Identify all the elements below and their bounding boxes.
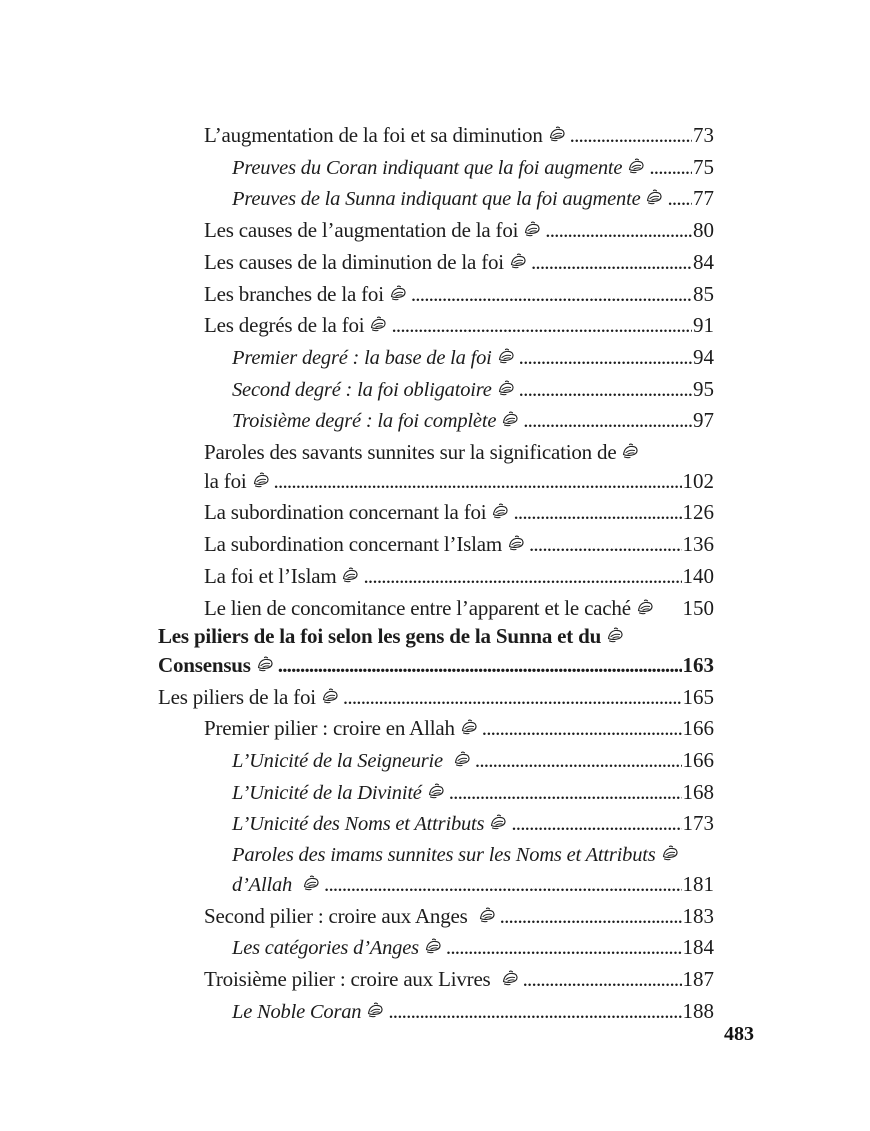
- toc-entry-page: 184: [682, 935, 714, 960]
- dot-leader: [519, 375, 692, 407]
- toc-entry-title: Les causes de l’augmentation de la foi: [204, 218, 519, 243]
- page-number: 483: [724, 1023, 754, 1045]
- toc-entry-title: Preuves de la Sunna indiquant que la foi augmente: [232, 188, 641, 211]
- allah-honorific-icon: [501, 410, 520, 427]
- toc-entry-page: 183: [682, 903, 714, 928]
- toc-entry-title: Paroles des savants sunnites sur la signification de: [204, 440, 617, 465]
- toc-entry-title: Les branches de la foi: [204, 281, 384, 306]
- toc-entry: [158, 714, 714, 746]
- toc-entry-title: Les catégories d’Anges: [232, 937, 419, 960]
- toc-entry: [158, 683, 714, 715]
- toc-entry-title: Troisième degré : la foi complète: [232, 410, 497, 433]
- dot-leader: [449, 778, 682, 810]
- toc-entry-title: L’augmentation de la foi et sa diminution: [204, 123, 543, 147]
- dot-leader: [667, 184, 692, 216]
- toc-entry-title: Les degrés de la foi: [204, 313, 365, 338]
- toc-entry: [158, 467, 714, 499]
- toc-entry: [158, 530, 714, 562]
- toc-entry-title: Le Noble Coran: [232, 1000, 362, 1023]
- toc-entry: [158, 870, 714, 902]
- toc-entry: [158, 841, 714, 870]
- toc-entry: [158, 651, 714, 683]
- dot-leader: [545, 216, 692, 248]
- toc-entry-page: 181: [682, 871, 714, 896]
- toc-entry-title: Les piliers de la foi selon les gens de la Sunna et du: [158, 624, 602, 649]
- allah-honorific-icon: [509, 252, 528, 269]
- toc-entry: [158, 562, 714, 594]
- allah-honorific-icon: [497, 347, 516, 364]
- toc-entry-page: 165: [682, 684, 714, 709]
- toc-entry: [158, 997, 714, 1029]
- toc-entry-title: Second degré : la foi obligatoire: [232, 378, 492, 401]
- allah-honorific-icon: [427, 782, 446, 799]
- allah-honorific-icon: [369, 315, 388, 332]
- toc-entry-page: 173: [682, 811, 714, 836]
- toc-entry-title: L’Unicité de la Seigneurie: [232, 750, 448, 773]
- toc-entry-page: 188: [682, 998, 714, 1023]
- toc-entry-title: Premier degré : la base de la foi: [232, 346, 492, 369]
- allah-honorific-icon: [489, 813, 508, 830]
- allah-honorific-icon: [548, 125, 567, 142]
- dot-leader: [482, 714, 682, 746]
- allah-honorific-icon: [661, 844, 680, 861]
- toc-entry-page: 140: [682, 563, 714, 588]
- toc-entry-page: 102: [682, 468, 714, 493]
- dot-leader: [529, 530, 682, 562]
- toc-entry: [158, 311, 714, 343]
- toc-entry-page: 163: [682, 652, 714, 677]
- toc-entry-title: Les causes de la diminution de la foi: [204, 249, 504, 274]
- dot-leader: [570, 121, 692, 153]
- toc-entry: [158, 184, 714, 216]
- toc-entry: [158, 216, 714, 248]
- toc-entry: [158, 778, 714, 810]
- toc-entry: [158, 594, 714, 623]
- toc-list: [158, 121, 714, 1028]
- allah-honorific-icon: [453, 750, 472, 767]
- toc-entry-title: Les piliers de la foi: [158, 684, 316, 709]
- toc-entry-page: 95: [693, 376, 714, 401]
- toc-entry-title: d’Allah: [232, 873, 298, 896]
- toc-entry: [158, 153, 714, 185]
- allah-honorific-icon: [636, 598, 655, 615]
- toc-entry: [158, 343, 714, 375]
- dot-leader: [513, 498, 681, 530]
- toc-entry-page: 84: [693, 249, 714, 274]
- allah-honorific-icon: [497, 379, 516, 396]
- toc-entry-title: L’Unicité des Noms et Attributs: [232, 813, 485, 836]
- toc-entry-title: Le lien de concomitance entre l’apparent et le caché: [204, 595, 631, 620]
- dot-leader: [278, 651, 682, 683]
- dot-leader: [511, 809, 681, 841]
- toc-entry-page: 77: [693, 186, 714, 211]
- toc-entry: [158, 498, 714, 530]
- toc-entry-title: L’Unicité de la Divinité: [232, 781, 422, 804]
- dot-leader: [274, 467, 682, 499]
- allah-honorific-icon: [252, 471, 271, 488]
- dot-leader: [446, 933, 682, 965]
- toc-entry-page: 80: [693, 218, 714, 243]
- allah-honorific-icon: [627, 157, 646, 174]
- toc-entry-page: 126: [682, 500, 714, 525]
- toc-entry: [158, 809, 714, 841]
- allah-honorific-icon: [341, 566, 360, 583]
- allah-honorific-icon: [424, 937, 443, 954]
- toc-entry-title: Consensus: [158, 652, 251, 677]
- allah-honorific-icon: [366, 1001, 385, 1018]
- allah-honorific-icon: [389, 284, 408, 301]
- toc-entry-page: 187: [682, 966, 714, 991]
- dot-leader: [531, 248, 692, 280]
- toc-entry-title: Troisième pilier : croire aux Livres: [204, 966, 496, 991]
- toc-entry-page: 73: [693, 123, 714, 147]
- allah-honorific-icon: [523, 220, 542, 237]
- toc-entry-title: Preuves du Coran indiquant que la foi augmente: [232, 156, 623, 179]
- dot-leader: [411, 280, 692, 312]
- toc-entry-title: Premier pilier : croire en Allah: [204, 716, 455, 741]
- dot-leader: [388, 997, 681, 1029]
- toc-entry-title: la foi: [204, 468, 247, 493]
- toc-entry-page: 168: [682, 779, 714, 804]
- toc-entry-page: 75: [693, 154, 714, 179]
- toc-entry-page: 166: [682, 748, 714, 773]
- dot-leader: [391, 311, 692, 343]
- toc-entry: [158, 933, 714, 965]
- allah-honorific-icon: [491, 502, 510, 519]
- allah-honorific-icon: [507, 534, 526, 551]
- toc-entry: [158, 406, 714, 438]
- toc-entry-title: Second pilier : croire aux Anges: [204, 903, 473, 928]
- dot-leader: [523, 965, 682, 997]
- toc-entry: [158, 622, 714, 651]
- dot-leader: [363, 562, 681, 594]
- toc-entry-page: 91: [693, 313, 714, 338]
- toc-entry-title: La foi et l’Islam: [204, 563, 337, 588]
- allah-honorific-icon: [460, 718, 479, 735]
- toc-entry: [158, 248, 714, 280]
- allah-honorific-icon: [501, 969, 520, 986]
- toc-entry-title: Paroles des imams sunnites sur les Noms et Attributs: [232, 844, 656, 867]
- dot-leader: [649, 153, 692, 185]
- toc-entry-page: 150: [682, 595, 714, 620]
- toc-entry-title: La subordination concernant la foi: [204, 500, 487, 525]
- toc-entry: [158, 965, 714, 997]
- toc-entry-page: 97: [693, 408, 714, 433]
- toc-entry: [158, 438, 714, 467]
- allah-honorific-icon: [478, 906, 497, 923]
- allah-honorific-icon: [621, 442, 640, 459]
- toc-entry: [158, 375, 714, 407]
- toc-entry: [158, 902, 714, 934]
- toc-entry: [158, 746, 714, 778]
- toc-entry-title: La subordination concernant l’Islam: [204, 532, 502, 557]
- allah-honorific-icon: [321, 687, 340, 704]
- dot-leader: [519, 343, 692, 375]
- dot-leader: [500, 902, 682, 934]
- dot-leader: [324, 870, 681, 902]
- dot-leader: [523, 406, 692, 438]
- dot-leader: [343, 683, 682, 715]
- allah-honorific-icon: [302, 874, 321, 891]
- dot-leader: [475, 746, 682, 778]
- allah-honorific-icon: [256, 655, 275, 672]
- allah-honorific-icon: [606, 626, 625, 643]
- toc-entry: [158, 121, 714, 153]
- toc-entry: [158, 280, 714, 312]
- toc-entry-page: 166: [682, 716, 714, 741]
- toc-entry-page: 136: [682, 532, 714, 557]
- allah-honorific-icon: [645, 188, 664, 205]
- toc-entry-page: 85: [693, 281, 714, 306]
- toc-entry-page: 94: [693, 344, 714, 369]
